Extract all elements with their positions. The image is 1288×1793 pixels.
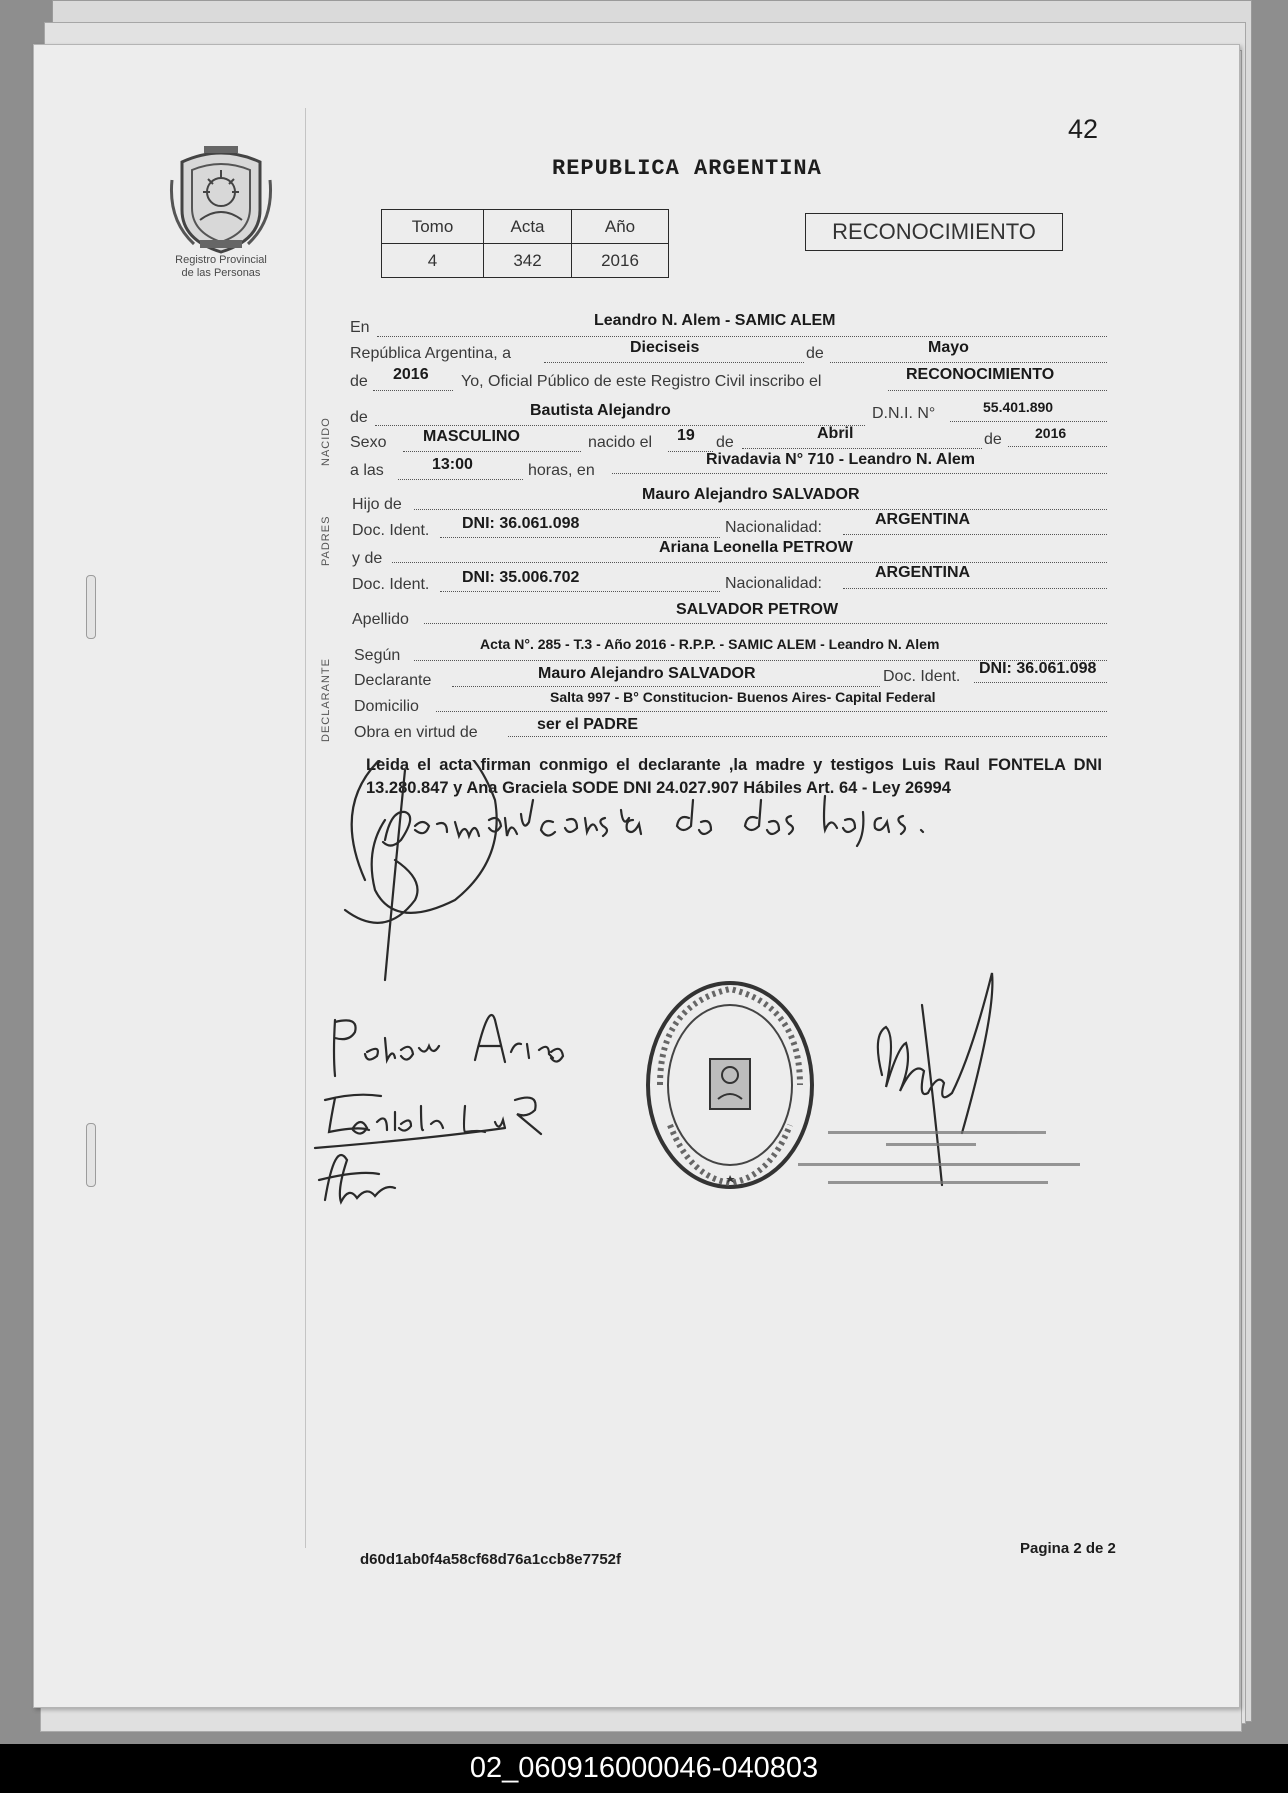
- document-hash: d60d1ab0f4a58cf68d76a1ccb8e7752f: [360, 1551, 622, 1568]
- dotted-line: [888, 390, 1107, 391]
- dotted-line: [398, 479, 523, 480]
- dotted-line: [440, 537, 720, 538]
- dotted-line: [843, 588, 1107, 589]
- province-crest-icon: [168, 140, 274, 258]
- dotted-line: [436, 711, 1107, 712]
- field-value: ARGENTINA: [875, 511, 971, 528]
- field-value: Ariana Leonella PETROW: [659, 539, 853, 556]
- field-label: Doc. Ident.: [352, 522, 430, 539]
- table-cell: 4: [382, 244, 484, 278]
- dotted-line: [830, 362, 1107, 363]
- handwritten-note: [383, 796, 923, 846]
- official-stamp: [792, 965, 1092, 1205]
- dotted-line: [440, 591, 720, 592]
- field-value: 55.401.890: [983, 399, 1054, 415]
- dotted-line: [544, 362, 804, 363]
- table-header: Tomo: [382, 210, 484, 244]
- binder-slot: [86, 575, 96, 639]
- dotted-line: [612, 473, 1107, 474]
- table-row: [382, 244, 669, 278]
- dotted-line: [414, 509, 1107, 510]
- binder-slot: [86, 1123, 96, 1187]
- side-label-padres: PADRES: [320, 515, 332, 566]
- field-label: Yo, Oficial Público de este Registro Civil inscribo el: [461, 373, 822, 390]
- dotted-line: [974, 682, 1107, 683]
- field-label: a las: [350, 462, 384, 479]
- field-value: DNI: 36.061.098: [979, 660, 1097, 677]
- field-label: Sexo: [350, 434, 387, 451]
- field-label: Domicilio: [354, 698, 419, 715]
- image-caption-bar: [0, 1744, 1288, 1793]
- field-value: Rivadavia N° 710 - Leandro N. Alem: [706, 451, 976, 468]
- table-cell: 342: [484, 244, 572, 278]
- field-label: Doc. Ident.: [883, 668, 961, 685]
- field-value: 2016: [393, 366, 429, 383]
- dotted-line: [375, 425, 865, 426]
- signature-fontela: [315, 1095, 541, 1148]
- field-label: Declarante: [354, 672, 432, 689]
- field-label: de: [984, 431, 1002, 448]
- signature-petrow: [334, 1015, 563, 1076]
- field-label: Hijo de: [352, 496, 402, 513]
- dotted-line: [452, 686, 880, 687]
- record-type-box: RECONOCIMIENTO: [805, 213, 1063, 251]
- field-label: Apellido: [352, 611, 409, 628]
- dotted-line: [377, 336, 1107, 337]
- field-value: Mauro Alejandro SALVADOR: [642, 486, 860, 503]
- field-value: Salta 997 - B° Constitucion- Buenos Aires- Capital Federal: [550, 689, 936, 705]
- crest-caption-line: Registro Provincial: [175, 254, 267, 266]
- dotted-line: [373, 390, 453, 391]
- table-cell: 2016: [572, 244, 669, 278]
- table-header: Acta: [484, 210, 572, 244]
- field-label: Doc. Ident.: [352, 576, 430, 593]
- field-label: de: [716, 434, 734, 451]
- field-value: ARGENTINA: [875, 564, 971, 581]
- page-number: 42: [1068, 114, 1099, 144]
- pagination-label: Pagina 2 de 2: [1020, 1540, 1116, 1557]
- crest-caption: [150, 254, 292, 280]
- field-label: Nacionalidad:: [725, 575, 822, 592]
- field-value: Mauro Alejandro SALVADOR: [538, 665, 756, 682]
- image-caption: 02_060916000046-040803: [469, 1752, 819, 1784]
- document-title: REPUBLICA ARGENTINA: [552, 156, 822, 181]
- closing-paragraph: Leida el acta firman conmigo el declarante ,la madre y testigos Luis Raul FONTELA DNI 13.280.847 y Ana Graciela SODE DNI 24.027.907 Hábiles Art. 64 - Ley 26994: [366, 756, 1102, 797]
- field-value: ser el PADRE: [537, 716, 639, 733]
- field-label: horas, en: [528, 462, 595, 479]
- field-value: 13:00: [432, 456, 473, 473]
- table-row: [382, 210, 669, 244]
- field-label: En: [350, 319, 370, 336]
- field-value: Leandro N. Alem - SAMIC ALEM: [594, 312, 836, 329]
- dotted-line: [950, 421, 1107, 422]
- signature-small: [319, 1155, 395, 1202]
- field-value: DNI: 36.061.098: [462, 515, 580, 532]
- field-value: MASCULINO: [423, 428, 520, 445]
- field-value: Dieciseis: [630, 339, 700, 356]
- dotted-line: [843, 534, 1107, 535]
- dotted-line: [392, 562, 1107, 563]
- dotted-line: [403, 451, 581, 452]
- field-value: 2016: [1035, 425, 1067, 441]
- field-value: Mayo: [928, 339, 969, 356]
- registry-table: [381, 209, 669, 278]
- field-label: de: [350, 373, 368, 390]
- field-label: de: [350, 409, 368, 426]
- field-value: SALVADOR PETROW: [676, 601, 839, 618]
- table-header: Año: [572, 210, 669, 244]
- dotted-line: [508, 736, 1107, 737]
- field-value: DNI: 35.006.702: [462, 569, 580, 586]
- side-label-nacido: NACIDO: [320, 417, 332, 466]
- side-label-declarante: DECLARANTE: [320, 658, 332, 742]
- official-signature: [878, 973, 993, 1185]
- field-label: D.N.I. N°: [872, 405, 936, 422]
- field-label: República Argentina, a: [350, 345, 511, 362]
- declarant-signature: [345, 760, 497, 980]
- field-label: Según: [354, 647, 401, 664]
- dotted-line: [1008, 446, 1107, 447]
- field-label: Obra en virtud de: [354, 724, 478, 741]
- crest-caption-line: de las Personas: [181, 267, 261, 279]
- field-label: nacido el: [588, 434, 653, 451]
- field-value: 19: [677, 427, 695, 444]
- field-value: RECONOCIMIENTO: [906, 366, 1055, 383]
- dotted-line: [424, 623, 1107, 624]
- field-value: Abril: [817, 425, 854, 442]
- dotted-line: [742, 448, 982, 449]
- field-value: Bautista Alejandro: [530, 402, 671, 419]
- field-value: Acta N°. 285 - T.3 - Año 2016 - R.P.P. - SAMIC ALEM - Leandro N. Alem: [480, 636, 940, 652]
- field-label: Nacionalidad:: [725, 519, 822, 536]
- field-label: y de: [352, 550, 383, 567]
- field-label: de: [806, 345, 824, 362]
